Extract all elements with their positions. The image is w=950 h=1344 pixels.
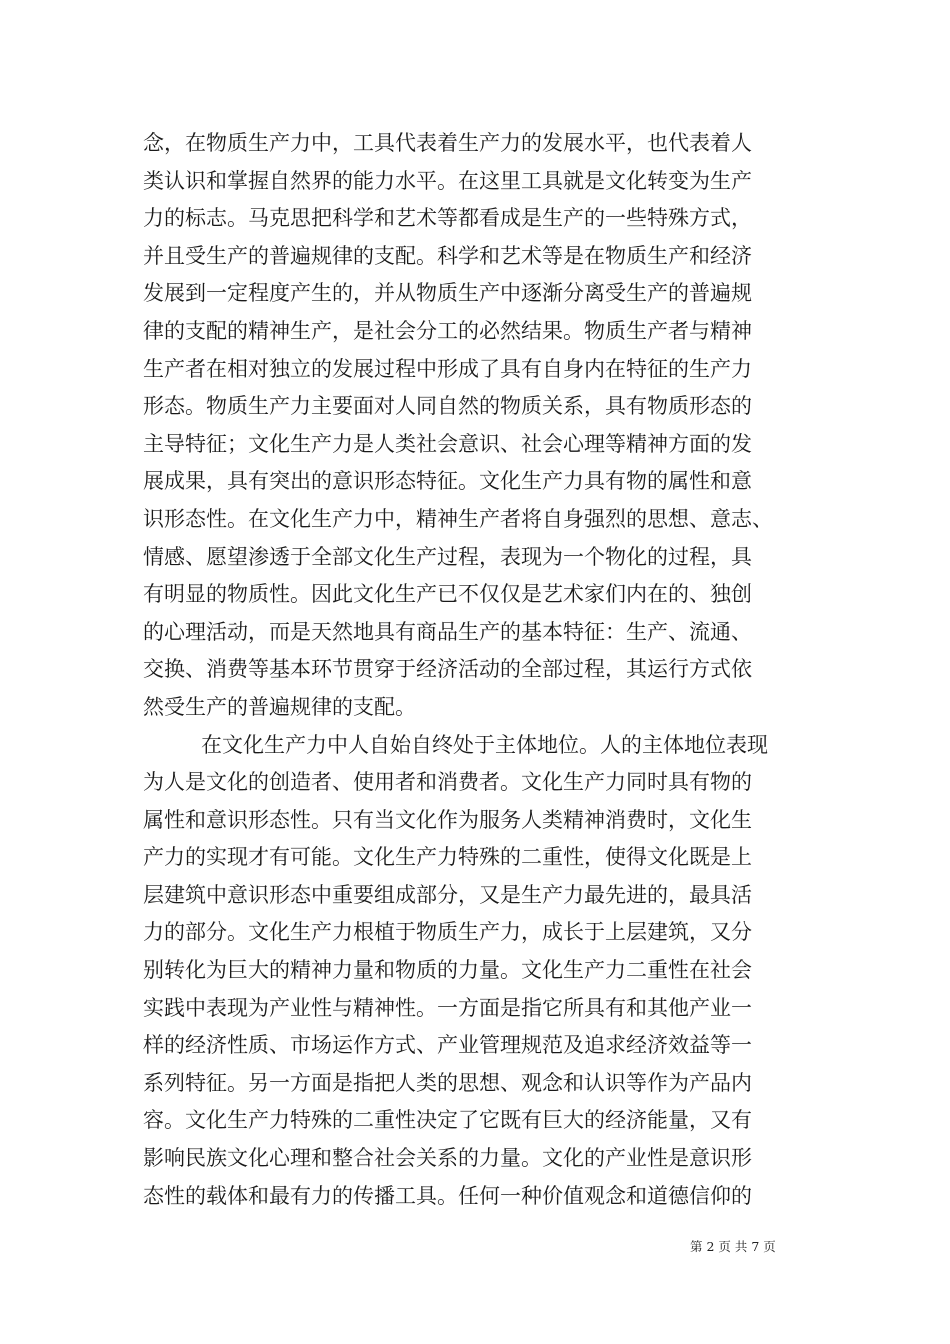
text-line: 并且受生产的普遍规律的支配。科学和艺术等是在物质生产和经济	[143, 243, 752, 268]
text-line: 力的标志。马克思把科学和艺术等都看成是生产的一些特殊方式，	[143, 206, 752, 231]
text-line: 样的经济性质、市场运作方式、产业管理规范及追求经济效益等一	[143, 1033, 752, 1058]
text-line: 别转化为巨大的精神力量和物质的力量。文化生产力二重性在社会	[143, 958, 752, 983]
text-line: 容。文化生产力特殊的二重性决定了它既有巨大的经济能量，又有	[143, 1108, 752, 1133]
text-line: 力的部分。文化生产力根植于物质生产力，成长于上层建筑，又分	[143, 920, 752, 945]
text-line: 识形态性。在文化生产力中，精神生产者将自身强烈的思想、意志、	[143, 506, 773, 531]
text-line: 在文化生产力中人自始自终处于主体地位。人的主体地位表现	[201, 732, 768, 757]
text-line: 属性和意识形态性。只有当文化作为服务人类精神消费时，文化生	[143, 807, 752, 832]
text-line: 发展到一定程度产生的，并从物质生产中逐渐分离受生产的普遍规	[143, 281, 752, 306]
text-line: 主导特征；文化生产力是人类社会意识、社会心理等精神方面的发	[143, 431, 752, 456]
text-line: 态性的载体和最有力的传播工具。任何一种价值观念和道德信仰的	[143, 1183, 752, 1208]
text-line: 展成果，具有突出的意识形态特征。文化生产力具有物的属性和意	[143, 469, 752, 494]
text-line: 的心理活动，而是天然地具有商品生产的基本特征：生产、流通、	[143, 619, 752, 644]
page-number-footer: 第 2 页 共 7 页	[690, 1239, 776, 1254]
text-line: 影响民族文化心理和整合社会关系的力量。文化的产业性是意识形	[143, 1146, 752, 1171]
text-line: 然受生产的普遍规律的支配。	[143, 694, 416, 719]
text-line: 类认识和掌握自然界的能力水平。在这里工具就是文化转变为生产	[143, 168, 752, 193]
paragraph	[143, 125, 823, 727]
text-line: 产力的实现才有可能。文化生产力特殊的二重性，使得文化既是上	[143, 845, 752, 870]
text-line: 生产者在相对独立的发展过程中形成了具有自身内在特征的生产力	[143, 356, 752, 381]
text-line: 为人是文化的创造者、使用者和消费者。文化生产力同时具有物的	[143, 770, 752, 795]
text-line: 律的支配的精神生产，是社会分工的必然结果。物质生产者与精神	[143, 318, 752, 343]
text-line: 层建筑中意识形态中重要组成部分，又是生产力最先进的，最具活	[143, 882, 752, 907]
body-text	[143, 125, 823, 1215]
text-line: 有明显的物质性。因此文化生产已不仅仅是艺术家们内在的、独创	[143, 582, 752, 607]
text-line: 形态。物质生产力主要面对人同自然的物质关系，具有物质形态的	[143, 394, 752, 419]
text-line: 交换、消费等基本环节贯穿于经济活动的全部过程，其运行方式依	[143, 657, 752, 682]
text-line: 系列特征。另一方面是指把人类的思想、观念和认识等作为产品内	[143, 1070, 752, 1095]
paragraph	[143, 727, 823, 1216]
text-line: 念，在物质生产力中，工具代表着生产力的发展水平，也代表着人	[143, 131, 752, 155]
text-line: 实践中表现为产业性与精神性。一方面是指它所具有和其他产业一	[143, 995, 752, 1020]
text-line: 情感、愿望渗透于全部文化生产过程，表现为一个物化的过程，具	[143, 544, 752, 569]
